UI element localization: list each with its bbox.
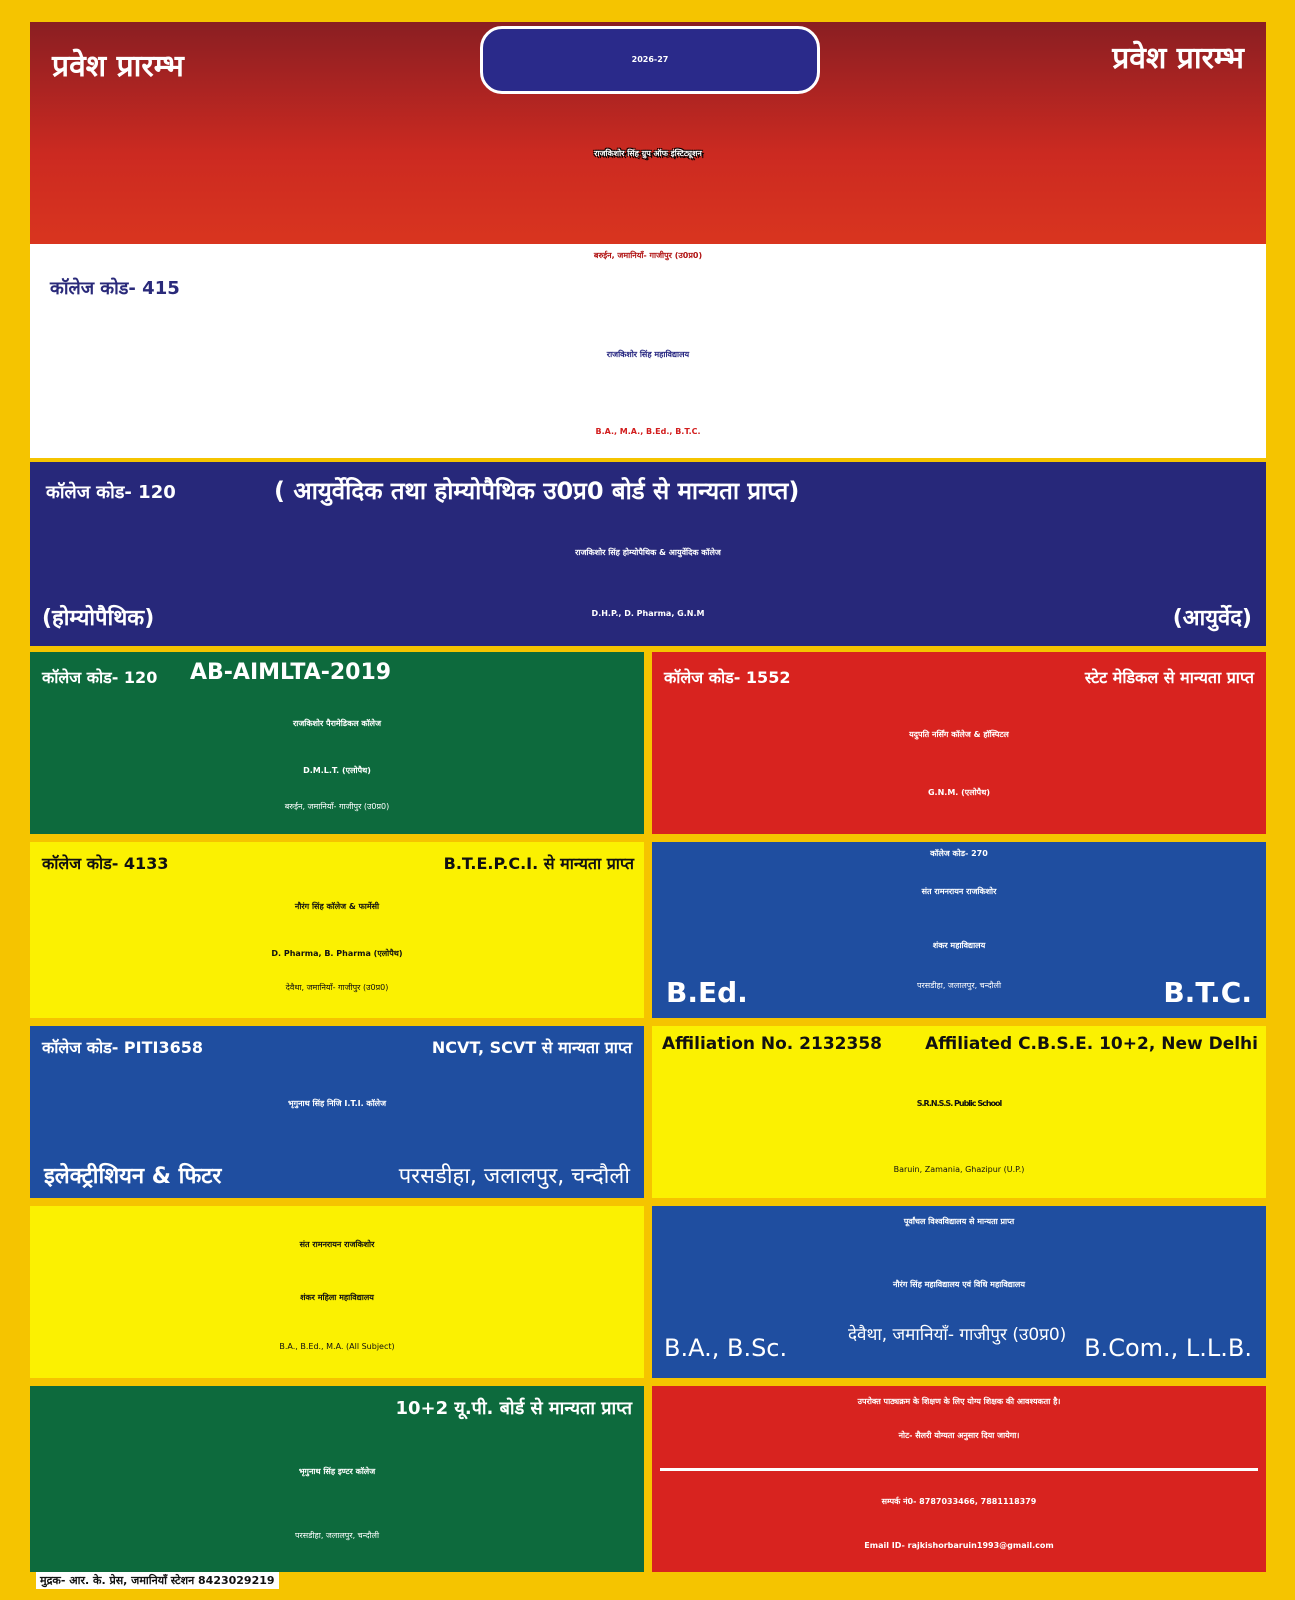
contact-section — [652, 1386, 1266, 1572]
sant-college-name-line2: शंकर महाविद्यालय — [932, 941, 986, 950]
sant-college-course-right: B.T.C. — [1163, 976, 1252, 1009]
sant-college-address: परसडीहा, जलालपुर, चन्दौली — [916, 981, 1002, 990]
group-name: राजकिशोर सिंह ग्रुप ऑफ इंस्टिट्यूशन — [594, 149, 702, 158]
header-banner — [30, 22, 1266, 244]
law-college-recognition: पूर्वांचल विश्वविद्यालय से मान्यता प्राप्त — [903, 1217, 1015, 1226]
homeopathic-recognition: ( आयुर्वेदिक तथा होम्योपैथिक उ0प्र0 बोर्ड से मान्यता प्राप्त) — [274, 477, 800, 505]
school-section — [652, 1026, 1266, 1198]
mahavidyalaya-courses: B.A., M.A., B.Ed., B.T.C. — [595, 427, 701, 436]
law-college-name: नौरंग सिंह महाविद्यालय एवं विधि महाविद्यालय — [893, 1280, 1025, 1289]
sant-college-course-left: B.Ed. — [666, 976, 748, 1009]
pharmacy-code: कॉलेज कोड- 4133 — [42, 854, 169, 873]
iti-section — [30, 1026, 644, 1198]
admission-right-label: प्रवेश प्रारम्भ — [1112, 41, 1244, 76]
school-affiliation-no: Affiliation No. 2132358 — [662, 1034, 882, 1054]
school-name: S.R.N.S.S. Public School — [916, 1099, 1002, 1108]
year-badge — [480, 26, 820, 94]
homeopathic-right-tag: (आयुर्वेद) — [1172, 606, 1252, 631]
law-college-course-right: B.Com., L.L.B. — [1084, 1334, 1252, 1362]
school-address: Baruin, Zamania, Ghazipur (U.P.) — [893, 1165, 1025, 1174]
contact-divider — [660, 1468, 1258, 1471]
admission-left-label: प्रवेश प्रारम्भ — [52, 49, 184, 84]
nursing-courses: G.N.M. (एलोपैथ) — [927, 788, 990, 797]
inter-college-recognition: 10+2 यू.पी. बोर्ड से मान्यता प्राप्त — [395, 1398, 632, 1419]
year-text: 2026-27 — [631, 55, 669, 64]
pharmacy-section — [30, 842, 644, 1018]
mahavidyalaya-code: कॉलेज कोड- 415 — [50, 278, 180, 299]
homeopathic-section — [30, 462, 1266, 646]
pharmacy-address: देवैथा, जमानियाँ- गाजीपुर (उ0प्र0) — [285, 983, 389, 992]
paramedical-courses: D.M.L.T. (एलोपैथ) — [303, 766, 371, 775]
paramedical-affiliation: AB-AIMLTA-2019 — [190, 660, 392, 685]
law-college-address: देवैथा, जमानियाँ- गाजीपुर (उ0प्र0) — [848, 1325, 1067, 1345]
inter-college-section — [30, 1386, 644, 1572]
nursing-recognition: स्टेट मेडिकल से मान्यता प्राप्त — [1084, 668, 1254, 687]
mahavidyalaya-name: राजकिशोर सिंह महाविद्यालय — [606, 350, 690, 359]
paramedical-name: राजकिशोर पैरामेडिकल कॉलेज — [292, 719, 382, 728]
law-college-course-left: B.A., B.Sc. — [664, 1334, 788, 1362]
women-college-name-line2: शंकर महिला महाविद्यालय — [300, 1293, 374, 1302]
paramedical-code: कॉलेज कोड- 120 — [42, 668, 158, 687]
iti-address: परसडीहा, जलालपुर, चन्दौली — [398, 1164, 630, 1189]
iti-name: भृगुनाथ सिंह निजि I.T.I. कॉलेज — [287, 1099, 387, 1108]
sant-college-section — [652, 842, 1266, 1018]
inter-college-name: भृगुनाथ सिंह इण्टर कॉलेज — [298, 1467, 376, 1476]
nursing-code: कॉलेज कोड- 1552 — [664, 668, 791, 687]
school-affiliated: Affiliated C.B.S.E. 10+2, New Delhi — [925, 1034, 1258, 1054]
contact-email[interactable]: Email ID- rajkishorbaruin1993@gmail.com — [864, 1541, 1054, 1550]
mahavidyalaya-section — [30, 244, 1266, 458]
nursing-name: यदुपति नर्सिंग कॉलेज & हॉस्पिटल — [909, 730, 1009, 739]
printer-credit: मुद्रक- आर. के. प्रेस, जमानियाँ स्टेशन 8423029219 — [36, 1572, 279, 1589]
sant-college-code: कॉलेज कोड- 270 — [930, 849, 988, 858]
salary-note: नोट- सैलरी योग्यता अनुसार दिया जायेगा। — [898, 1431, 1020, 1440]
inter-college-address: परसडीहा, जलालपुर, चन्दौली — [294, 1531, 380, 1540]
women-college-section — [30, 1206, 644, 1378]
paramedical-address: बरुईन, जमानियाँ- गाजीपुर (उ0प्र0) — [284, 802, 390, 811]
header-location: बरुईन, जमानियाँ- गाजीपुर (उ0प्र0) — [593, 251, 703, 260]
nursing-section — [652, 652, 1266, 834]
iti-trades: इलेक्ट्रीशियन & फिटर — [44, 1164, 222, 1189]
pharmacy-courses: D. Pharma, B. Pharma (एलोपैथ) — [271, 949, 403, 958]
pharmacy-recognition: B.T.E.P.C.I. से मान्यता प्राप्त — [443, 854, 634, 873]
law-college-section — [652, 1206, 1266, 1378]
pharmacy-name: नौरंग सिंह कॉलेज & फार्मेसी — [294, 902, 380, 911]
contact-phone[interactable]: सम्पर्क नं0- 8787033466, 7881118379 — [881, 1497, 1037, 1506]
homeopathic-left-tag: (होम्योपैथिक) — [42, 606, 155, 631]
paramedical-section — [30, 652, 644, 834]
women-college-name-line1: संत रामनरायन राजकिशोर — [299, 1240, 375, 1249]
homeopathic-code: कॉलेज कोड- 120 — [46, 482, 176, 503]
teacher-requirement: उपरोक्त पाठ्यक्रम के शिक्षण के लिए योग्य शिक्षक की आवश्यकता है। — [857, 1397, 1061, 1406]
women-college-courses: B.A., B.Ed., M.A. (All Subject) — [279, 1342, 395, 1351]
homeopathic-courses: D.H.P., D. Pharma, G.N.M — [591, 609, 705, 618]
iti-code: कॉलेज कोड- PITI3658 — [42, 1038, 204, 1057]
iti-recognition: NCVT, SCVT से मान्यता प्राप्त — [431, 1038, 632, 1057]
homeopathic-name: राजकिशोर सिंह होम्योपैथिक & आयुर्वेदिक कॉलेज — [575, 548, 721, 557]
sant-college-name-line1: संत रामनरायन राजकिशोर — [921, 887, 997, 896]
